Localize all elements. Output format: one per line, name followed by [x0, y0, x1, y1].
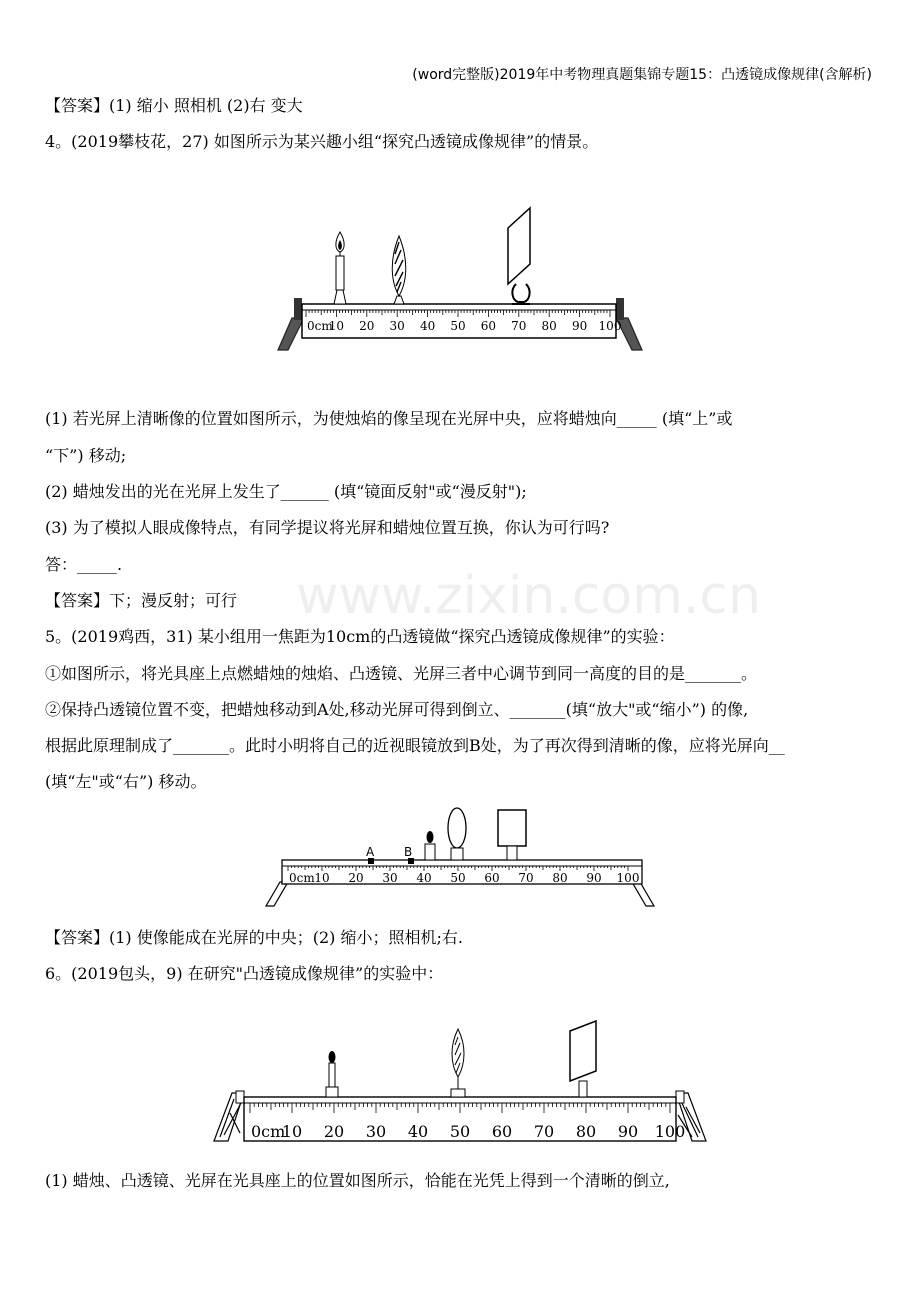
page-header: (word完整版)2019年中考物理真题集锦专题15：凸透镜成像规律(含解析) — [412, 67, 872, 83]
scale-label: 60 — [484, 871, 500, 885]
figure-1-optical-bench — [270, 198, 650, 358]
q4-part-3: (3) 为了模拟人眼成像特点，有同学提议将光屏和蜡烛位置互换，你认为可行吗? — [45, 518, 610, 537]
scale-label: 30 — [382, 871, 398, 885]
bench-end-right — [676, 1091, 684, 1103]
q4-answer-line: 答：_____. — [45, 555, 123, 574]
q4-part-1b: “下”) 移动; — [45, 446, 127, 465]
bench-end-right — [616, 298, 624, 320]
scale-label: 80 — [552, 871, 568, 885]
convex-lens — [392, 236, 406, 304]
scale-label: 100 — [616, 871, 640, 885]
q5-part-2b: 根据此原理制成了_______。此时小明将自己的近视眼镜放到B处，为了再次得到清晰的像，应将光屏向__ — [45, 736, 785, 755]
figure-2-optical-bench — [262, 800, 662, 912]
scale-label: 10 — [314, 871, 330, 885]
scale-label: 10 — [328, 319, 345, 333]
scale-label: 70 — [511, 319, 527, 333]
bench-end-left — [294, 298, 302, 320]
question-5-title: 5。(2019鸡西，31) 某小组用一焦距为10cm的凸透镜做“探究凸透镜成像规律”的实验： — [45, 627, 675, 646]
scale-label: 40 — [407, 1122, 429, 1141]
scale-label: 60 — [491, 1122, 513, 1141]
scale-label: 0cm — [251, 1122, 286, 1141]
scale-label: 20 — [348, 871, 364, 885]
svg-text:B: B — [404, 845, 413, 859]
candle — [326, 1051, 338, 1097]
q5-part-2c: (填“左"或“右”) 移动。 — [45, 772, 207, 791]
question-4-title: 4。(2019攀枝花，27) 如图所示为某兴趣小组“探究凸透镜成像规律”的情景。 — [45, 132, 599, 151]
candle — [425, 831, 435, 860]
light-screen — [570, 1021, 596, 1097]
answer-5: 【答案】(1) 使像能成在光屏的中央；(2) 缩小；照相机;右. — [45, 928, 463, 947]
scale-label: 50 — [449, 1122, 471, 1141]
scale-label: 90 — [617, 1122, 639, 1141]
scale-label: 30 — [389, 319, 405, 333]
bench-end-left — [236, 1091, 244, 1103]
answer-3: 【答案】(1) 缩小 照相机 (2)右 变大 — [45, 96, 303, 115]
q4-part-1a: (1) 若光屏上清晰像的位置如图所示，为使烛焰的像呈现在光屏中央，应将蜡烛向_____ (填“上”或 — [45, 409, 733, 428]
convex-lens — [451, 1029, 465, 1097]
q6-part-1: (1) 蜡烛、凸透镜、光屏在光具座上的位置如图所示，恰能在光凭上得到一个清晰的倒立, — [45, 1171, 670, 1190]
answer-4: 【答案】下；漫反射；可行 — [45, 591, 238, 610]
scale-label: 100 — [598, 319, 622, 333]
scale-label: 50 — [450, 871, 466, 885]
watermark: www.zixin.com.cn — [296, 566, 761, 626]
q5-part-2a: ②保持凸透镜位置不变，把蜡烛移动到A处,移动光屏可得到倒立、_______(填“放大"或“缩小”) 的像, — [45, 700, 749, 719]
light-screen — [508, 208, 530, 304]
scale-label: 20 — [359, 319, 375, 333]
scale-label: 90 — [586, 871, 602, 885]
scale-label: 40 — [416, 871, 432, 885]
svg-text:A: A — [366, 845, 375, 859]
scale-label: 80 — [541, 319, 557, 333]
scale-label: 70 — [533, 1122, 555, 1141]
candle — [334, 232, 346, 304]
scale-label: 10 — [281, 1122, 303, 1141]
scale-label: 70 — [518, 871, 534, 885]
scale-label: 40 — [419, 319, 436, 333]
scale-label: 0cm — [289, 871, 315, 885]
scale-label: 50 — [450, 319, 466, 333]
scale-label: 20 — [323, 1122, 345, 1141]
q4-part-2: (2) 蜡烛发出的光在光屏上发生了______ (填“镜面反射"或“漫反射"); — [45, 482, 527, 501]
bench-legs — [266, 882, 654, 906]
scale-label: 90 — [571, 319, 588, 333]
scale-label: 80 — [575, 1122, 597, 1141]
light-screen — [498, 810, 526, 860]
question-6-title: 6。(2019包头，9) 在研究"凸透镜成像规律”的实验中： — [45, 964, 444, 983]
scale-label: 100 — [654, 1122, 686, 1141]
convex-lens — [448, 808, 466, 860]
q5-part-1: ①如图所示，将光具座上点燃蜡烛的烛焰、凸透镜、光屏三者中心调节到同一高度的目的是_______。 — [45, 664, 758, 683]
figure-3-optical-bench — [210, 1015, 710, 1150]
scale-label: 0cm — [307, 319, 333, 333]
scale-label: 60 — [480, 319, 497, 333]
scale-label: 30 — [365, 1122, 387, 1141]
